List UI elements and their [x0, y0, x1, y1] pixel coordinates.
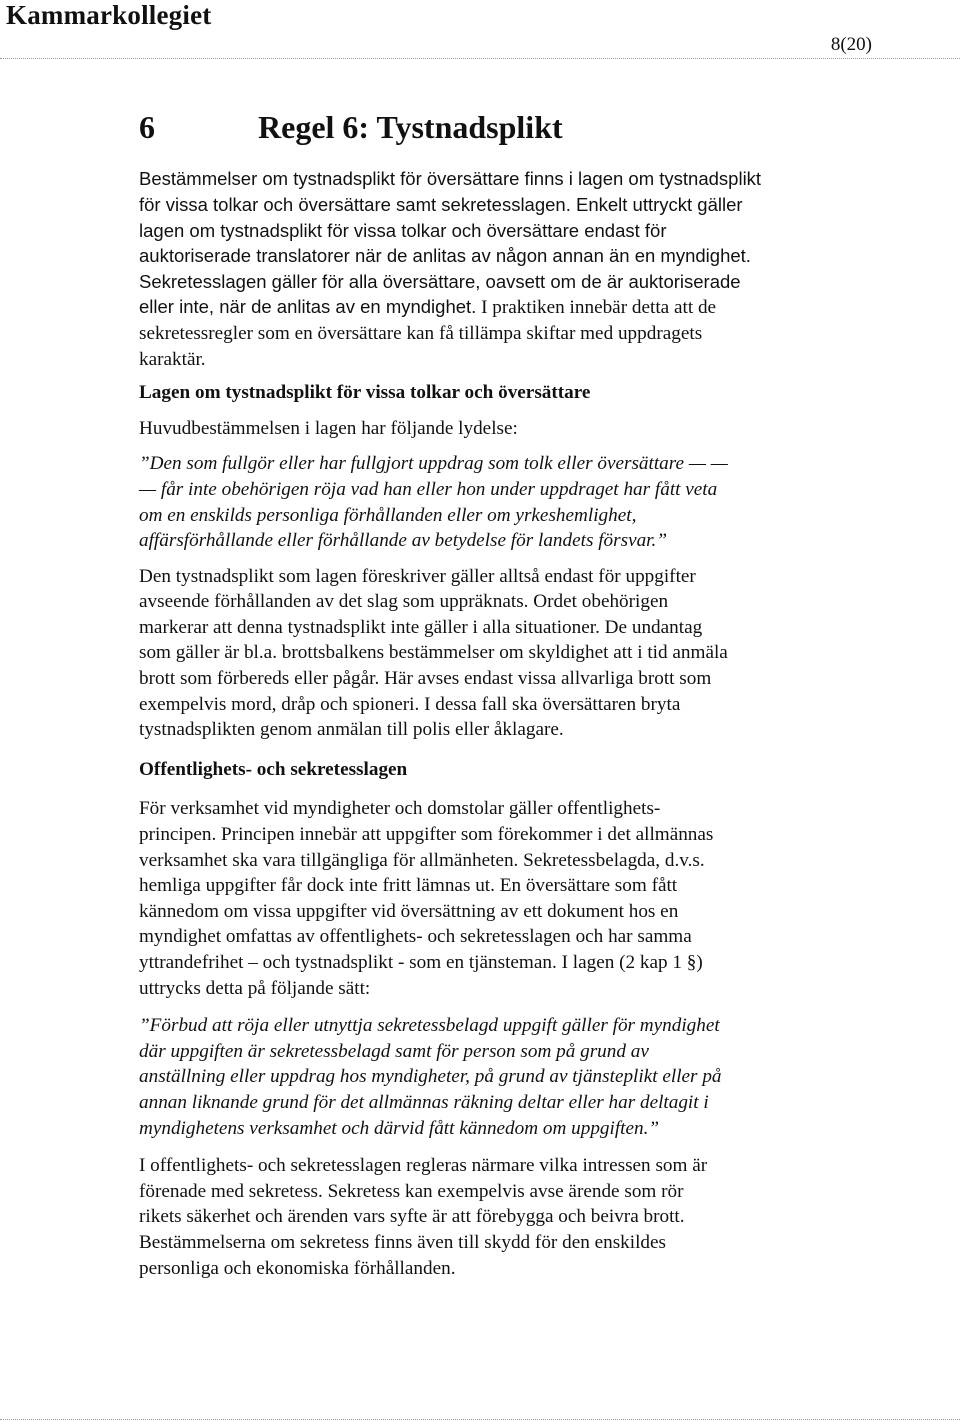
quote-line: ”Den som fullgör eller har fullgjort uppdrag som tolk eller översättare — — [139, 453, 728, 475]
quote-line: om en enskilds personliga förhållanden eller om yrkeshemlighet, [139, 504, 637, 526]
intro-line: för vissa tolkar och översättare samt sekretesslagen. Enkelt uttryckt gäller [139, 193, 743, 215]
law-quote-2 [139, 1013, 839, 1141]
section-title: Regel 6: Tystnadsplikt [258, 109, 563, 145]
body-line: personliga och ekonomiska förhållanden. [139, 1257, 456, 1279]
quote-line: anställning eller uppdrag hos myndigheter, på grund av tjänsteplikt eller på [139, 1066, 722, 1088]
subheading-sekretesslagen: Offentlighets- och sekretesslagen [139, 758, 408, 780]
body-line: exempelvis mord, dråp och spioneri. I dessa fall ska översättaren bryta [139, 693, 681, 715]
body-line: brott som förbereds eller pågår. Här avses endast vissa allvarliga brott som [139, 668, 712, 690]
body-line: tystnadsplikten genom anmälan till polis eller åklagare. [139, 719, 564, 741]
intro-line: I praktiken innebär detta att de [476, 297, 717, 319]
body-line: markerar att denna tystnadsplikt inte gäller i alla situationer. De undantag [139, 616, 703, 638]
body-line: kännedom om vissa uppgifter vid översättning av ett dokument hos en [139, 900, 679, 922]
body-line: För verksamhet vid myndigheter och domstolar gäller offentlighets- [139, 798, 661, 820]
intro-line: Sekretesslagen gäller för alla översättare, oavsett om de är auktoriserade [139, 270, 741, 292]
intro-line: lagen om tystnadsplikt för vissa tolkar och översättare endast för [139, 219, 667, 241]
intro-paragraph [139, 166, 839, 372]
body-line: hemliga uppgifter får dock inte fritt lämnas ut. En översättare som fått [139, 875, 678, 897]
section-number: 6 [139, 109, 155, 145]
subheading-tystnadsplikt: Lagen om tystnadsplikt för vissa tolkar och översättare [139, 382, 591, 404]
intro-line: Bestämmelser om tystnadsplikt för översättare finns i lagen om tystnadsplikt [139, 168, 762, 190]
body-line: förenade med sekretess. Sekretess kan exempelvis avse ärende som rör [139, 1180, 684, 1202]
body-line: som gäller är bl.a. brottsbalkens bestämmelser om skyldighet att i tid anmäla [139, 642, 728, 664]
body-line: Den tystnadsplikt som lagen föreskriver gäller alltså endast för uppgifter [139, 565, 696, 587]
intro-line: auktoriserade translatorer när de anlitas av någon annan än en myndighet. [139, 245, 751, 267]
body-line: rikets säkerhet och ärenden vars syfte är att förebygga och beivra brott. [139, 1206, 685, 1228]
body-paragraph-2 [139, 796, 839, 1001]
body-line: I offentlighets- och sekretesslagen regleras närmare vilka intressen som är [139, 1155, 708, 1177]
body-line: yttrandefrihet – och tystnadsplikt - som en tjänsteman. I lagen (2 kap 1 §) [139, 952, 703, 974]
header-title: Kammarkollegiet [6, 0, 212, 30]
quote-line: annan liknande grund för det allmännas räkning deltar eller har deltagit i [139, 1091, 709, 1113]
quote-line: affärsförhållande eller förhållande av betydelse för landets försvar.” [139, 530, 667, 552]
quote-line: myndighetens verksamhet och därvid fått kännedom om uppgiften.” [139, 1117, 660, 1139]
intro-line: sekretessregler som en översättare kan få tillämpa skiftar med uppdragets [139, 322, 703, 344]
intro-line: eller inte, när de anlitas av en myndighet. [139, 296, 477, 318]
page-number: 8(20) [830, 34, 872, 55]
section-heading [139, 108, 839, 146]
intro-line: karaktär. [139, 348, 206, 370]
quote-line: ”Förbud att röja eller utnyttja sekretessbelagd uppgift gäller för myndighet [139, 1015, 720, 1037]
footer-divider [0, 1419, 960, 1420]
body-paragraph-1 [139, 564, 839, 743]
quote-line: där uppgiften är sekretessbelagd samt för person som på grund av [139, 1040, 649, 1062]
body-line: Bestämmelserna om sekretess finns även till skydd för den enskildes [139, 1231, 667, 1253]
quote-line: — får inte obehörigen röja vad han eller hon under uppdraget har fått veta [139, 478, 718, 500]
body-paragraph-3 [139, 1153, 839, 1281]
body-line: uttrycks detta på följande sätt: [139, 977, 371, 999]
header-divider [0, 58, 960, 59]
law-quote-1 [139, 451, 839, 553]
body-line: avseende förhållanden av det slag som uppräknats. Ordet obehörigen [139, 591, 669, 613]
body-line: myndighet omfattas av offentlighets- och sekretesslagen och har samma [139, 926, 692, 948]
body-line: principen. Principen innebär att uppgifter som förekommer i det allmännas [139, 824, 714, 846]
body-line: verksamhet ska vara tillgängliga för allmänheten. Sekretessbelagda, d.v.s. [139, 849, 705, 871]
lead-text: Huvudbestämmelsen i lagen har följande lydelse: [139, 417, 518, 439]
page-content [139, 108, 839, 1281]
